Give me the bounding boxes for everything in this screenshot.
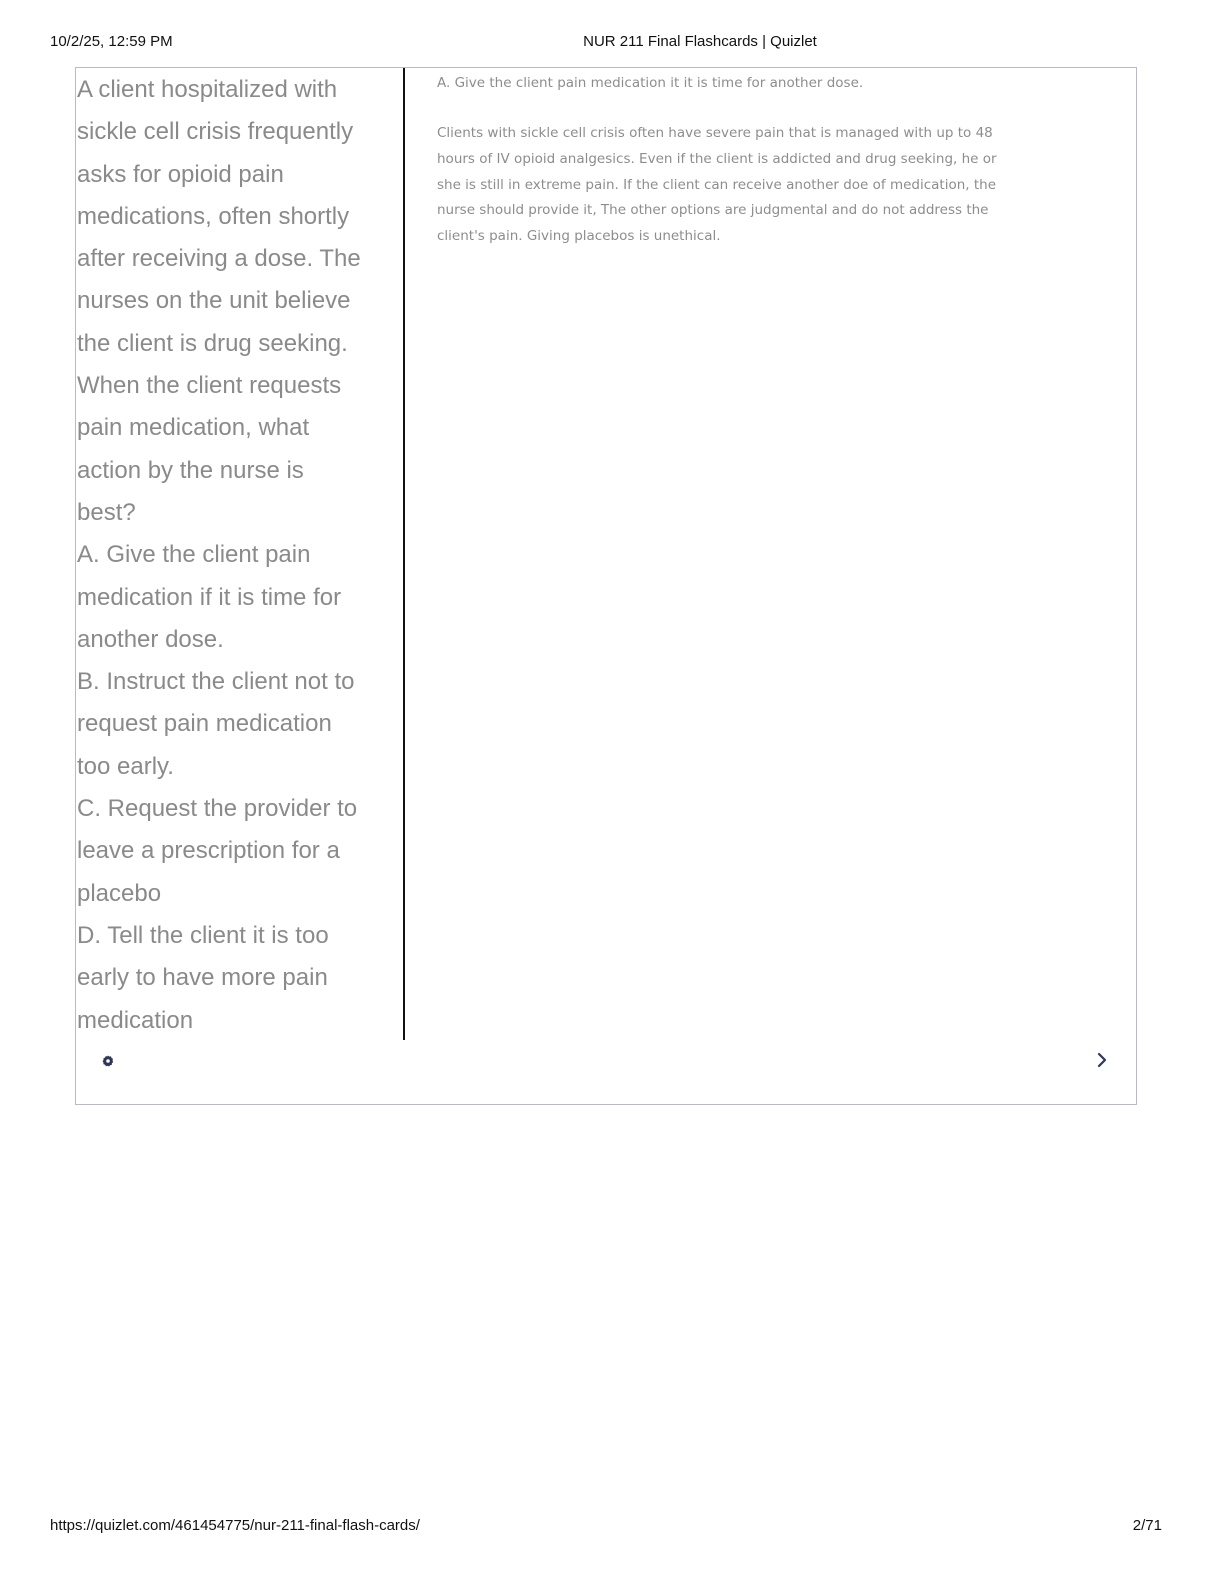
- flashcard: [75, 67, 1137, 1105]
- term-line: D. Tell the client it is too: [77, 921, 329, 949]
- rationale-line: Clients with sickle cell crisis often have severe pain that is managed with up to 48: [437, 125, 993, 141]
- term-line: C. Request the provider to: [77, 795, 358, 823]
- next-card-button[interactable]: [1091, 1049, 1113, 1071]
- term-line: nurses on the unit believe: [77, 287, 351, 315]
- term-line: request pain medication: [77, 710, 332, 738]
- rationale-line: client's pain. Giving placebos is unethical.: [437, 228, 721, 245]
- term-line: the client is drug seeking.: [77, 329, 348, 357]
- term-line: pain medication, what: [77, 414, 310, 442]
- term-line: medications, often shortly: [77, 202, 350, 230]
- term-line: best?: [77, 498, 136, 526]
- term-line: another dose.: [77, 625, 224, 653]
- settings-badge-icon[interactable]: [102, 1054, 114, 1066]
- term-line: asks for opioid pain: [77, 160, 284, 188]
- term-line: medication: [77, 1006, 194, 1034]
- chevron-right-icon: [1096, 1052, 1108, 1068]
- term-line: after receiving a dose. The: [77, 245, 361, 273]
- term-line: sickle cell crisis frequently: [77, 118, 354, 146]
- definition-answer: A. Give the client pain medication it it is time for another dose.: [437, 75, 864, 91]
- term-line: action by the nurse is: [77, 456, 304, 484]
- flashcard-term: [76, 68, 405, 1040]
- print-header-datetime: 10/2/25, 12:59 PM: [50, 33, 173, 50]
- print-header-title: NUR 211 Final Flashcards | Quizlet: [583, 33, 817, 50]
- term-line: A. Give the client pain: [77, 541, 311, 569]
- definition-rationale: [437, 121, 1057, 250]
- term-line: When the client requests: [77, 372, 342, 400]
- term-line: early to have more pain: [77, 964, 328, 992]
- rationale-line: she is still in extreme pain. If the client can receive another doe of medication, the: [437, 176, 997, 193]
- rationale-line: nurse should provide it, The other options are judgmental and do not address the: [437, 202, 989, 219]
- term-line: B. Instruct the client not to: [77, 668, 355, 696]
- term-line: too early.: [77, 752, 174, 780]
- term-line: leave a prescription for a: [77, 837, 340, 865]
- flashcard-definition: [437, 71, 1057, 250]
- print-footer-page: 2/71: [1132, 1517, 1162, 1534]
- print-footer-url: https://quizlet.com/461454775/nur-211-final-flash-cards/: [50, 1517, 420, 1534]
- term-line: medication if it is time for: [77, 583, 342, 611]
- term-line: placebo: [77, 879, 162, 907]
- term-line: A client hospitalized with: [77, 76, 338, 103]
- rationale-line: hours of IV opioid analgesics. Even if the client is addicted and drug seeking, he or: [437, 150, 997, 167]
- term-text: [76, 69, 403, 1042]
